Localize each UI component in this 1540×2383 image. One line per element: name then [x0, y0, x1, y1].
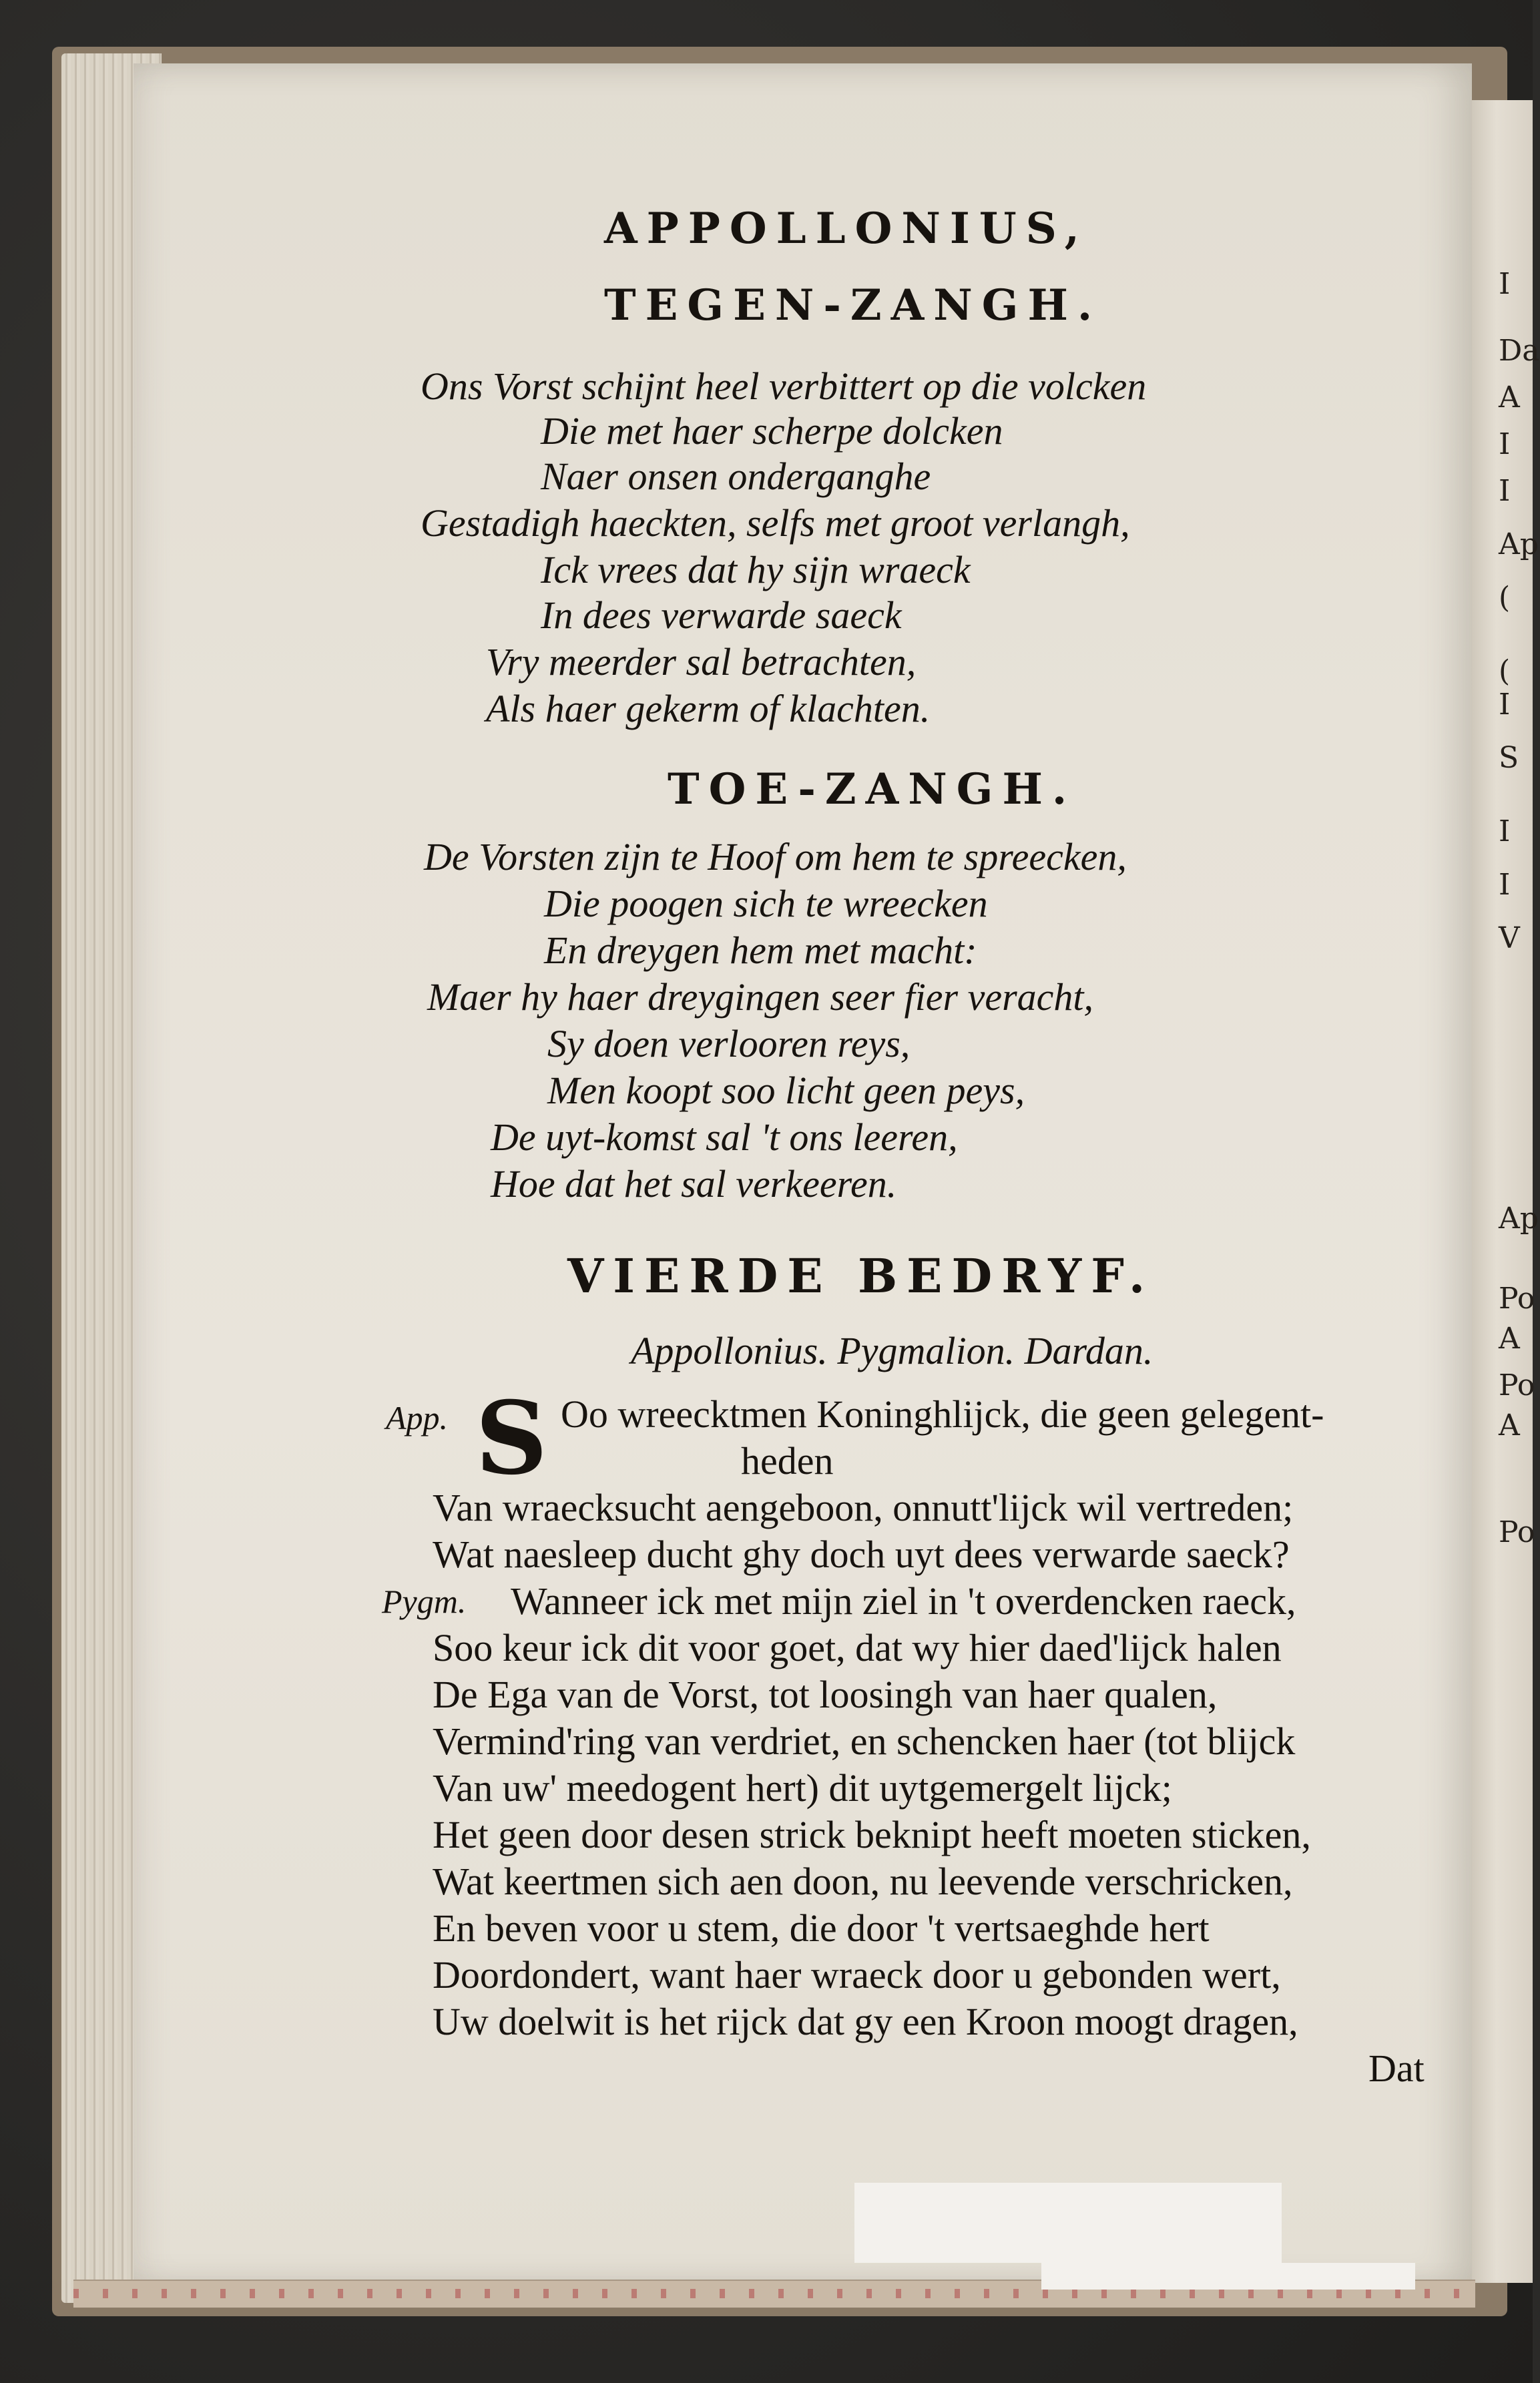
- verse-line: Men koopt soo licht geen peys,: [547, 1069, 1025, 1112]
- speaker-label: Pygm.: [382, 1583, 467, 1620]
- text-line: Oo wreecktmen Koninghlijck, die geen gelegent-: [561, 1392, 1324, 1436]
- cast-list: Appollonius. Pygmalion. Dardan.: [631, 1329, 1153, 1372]
- verse-line: Ick vrees dat hy sijn wraeck: [541, 548, 971, 591]
- facing-page: [1472, 100, 1540, 2283]
- redaction-patch: [854, 2183, 1282, 2263]
- facing-page-fragment: Po: [1499, 1282, 1535, 1316]
- section-title: TEGEN-ZANGH.: [604, 280, 1102, 330]
- text-line: Het geen door desen strick beknipt heeft moeten sticken,: [433, 1813, 1311, 1856]
- facing-page-fragment: (: [1499, 654, 1511, 688]
- verse-line: De Vorsten zijn te Hoof om hem te spreecken,: [424, 835, 1127, 878]
- text-line: Doordondert, want haer wraeck door u gebonden wert,: [433, 1953, 1281, 1997]
- facing-page-fragment: Po: [1499, 1515, 1535, 1549]
- text-line: Wat naesleep ducht ghy doch uyt dees verwarde saeck?: [433, 1533, 1290, 1576]
- text-line: En beven voor u stem, die door 't vertsaeghde hert: [433, 1906, 1210, 1950]
- facing-page-fragment: Da: [1499, 334, 1540, 368]
- facing-page-fragment: V: [1499, 921, 1520, 955]
- facing-page-fragment: A: [1499, 1408, 1520, 1442]
- verse-line: Die poogen sich te wreecken: [544, 882, 988, 925]
- text-line: Wanneer ick met mijn ziel in 't overdencken raeck,: [511, 1579, 1296, 1623]
- facing-page-fragment: A: [1499, 380, 1520, 415]
- text-line: De Ega van de Vorst, tot loosingh van haer qualen,: [433, 1673, 1218, 1716]
- text-line: heden: [741, 1439, 834, 1483]
- facing-page-fragment: I: [1499, 814, 1511, 848]
- verse-line: Als haer gekerm of klachten.: [486, 687, 931, 730]
- facing-page-fragment: S: [1499, 741, 1519, 775]
- verse-line: Die met haer scherpe dolcken: [541, 409, 1003, 453]
- facing-page-fragment: I: [1499, 868, 1511, 902]
- verse-line: Naer onsen onderganghe: [541, 455, 931, 498]
- facing-page-fragment: I: [1499, 427, 1511, 461]
- text-line: Van uw' meedogent hert) dit uytgemergelt lijck;: [433, 1766, 1172, 1810]
- verse-line: Ons Vorst schijnt heel verbittert op die volcken: [421, 364, 1147, 408]
- verse-line: Maer hy haer dreygingen seer fier veracht,: [427, 975, 1094, 1019]
- speaker-label: App.: [386, 1399, 449, 1436]
- text-line: Uw doelwit is het rijck dat gy een Kroon moogt dragen,: [433, 2000, 1298, 2043]
- running-title: APPOLLONIUS,: [604, 204, 1089, 254]
- text-line: Van wraecksucht aengeboon, onnutt'lijck wil vertreden;: [433, 1486, 1294, 1529]
- redaction-patch: [1041, 2263, 1415, 2290]
- facing-page-fragment: A: [1499, 1322, 1520, 1356]
- facing-page-fragment: Ap: [1499, 527, 1539, 561]
- verse-line: Vry meerder sal betrachten,: [486, 640, 917, 684]
- act-title: VIERDE BEDRYF.: [567, 1248, 1155, 1304]
- facing-page-fragment: Po: [1499, 1368, 1535, 1402]
- facing-page-fragment: I: [1499, 688, 1511, 722]
- verse-line: De uyt-komst sal 't ons leeren,: [491, 1115, 958, 1159]
- text-line: Wat keertmen sich aen doon, nu leevende verschricken,: [433, 1860, 1293, 1903]
- verse-line: En dreygen hem met macht:: [544, 929, 977, 972]
- facing-page-fragment: (: [1499, 581, 1511, 615]
- drop-cap: S: [475, 1380, 548, 1497]
- verse-line: Sy doen verlooren reys,: [547, 1022, 911, 1065]
- facing-page-fragment: Ap: [1499, 1202, 1539, 1236]
- text-line: Soo keur ick dit voor goet, dat wy hier daed'lijck halen: [433, 1626, 1282, 1669]
- verse-line: Hoe dat het sal verkeeren.: [491, 1162, 897, 1206]
- catchword: Dat: [1368, 2047, 1425, 2090]
- verse-line: In dees verwarde saeck: [541, 593, 902, 637]
- verse-line: Gestadigh haeckten, selfs met groot verlangh,: [421, 501, 1130, 545]
- facing-page-fragment: I: [1499, 474, 1511, 508]
- facing-page-fragment: I: [1499, 267, 1511, 301]
- section-title: TOE-ZANGH.: [668, 764, 1077, 814]
- text-line: Vermind'ring van verdriet, en schencken haer (tot blijck: [433, 1719, 1296, 1763]
